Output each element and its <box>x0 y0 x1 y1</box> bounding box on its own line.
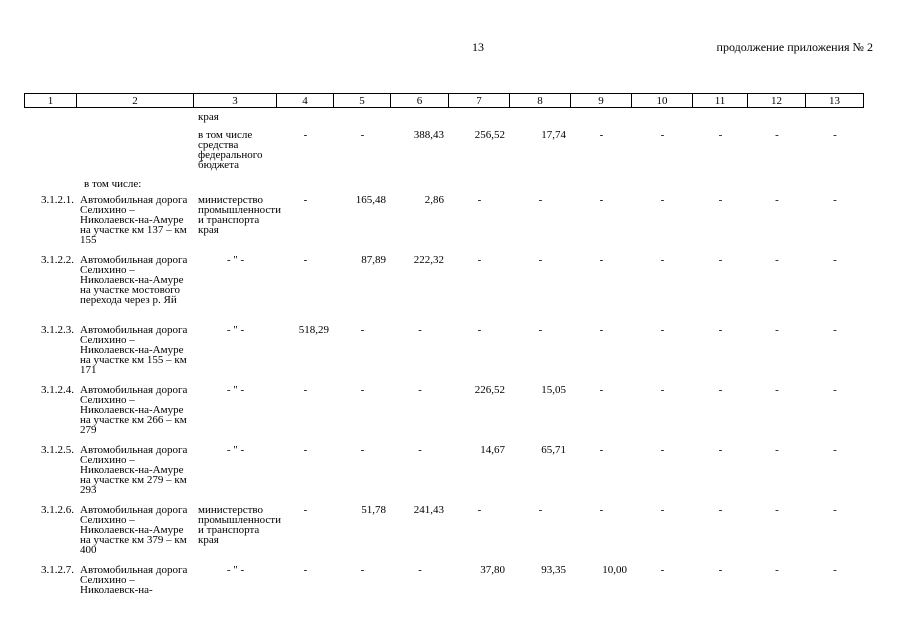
value-col-12: - <box>775 324 779 336</box>
value-col-9: 10,00 <box>602 564 627 576</box>
table-row <box>24 325 864 385</box>
value-col-12: - <box>775 129 779 141</box>
value-col-11: - <box>718 129 723 141</box>
value-col-6: - <box>418 384 422 396</box>
table-row <box>24 565 864 605</box>
value-col-6: - <box>418 564 422 576</box>
row-code: 3.1.2.7. <box>41 564 74 576</box>
value-col-7: 226,52 <box>474 384 505 396</box>
table-row <box>24 385 864 445</box>
value-col-8: - <box>538 254 543 266</box>
value-col-6: 388,43 <box>413 129 444 141</box>
value-col-12: - <box>775 194 779 206</box>
value-col-7: 256,52 <box>474 129 505 141</box>
table-row <box>24 255 864 325</box>
road-name: Автомобильная дорога Селихино – Николаевск-на-Амуре на участке км 155 – км 171 <box>80 324 188 376</box>
value-col-10: - <box>660 384 665 396</box>
value-col-5: - <box>360 129 365 141</box>
value-col-11: - <box>718 254 723 266</box>
road-name: Автомобильная дорога Селихино – Николаевск-на-Амуре на участке км 379 – км 400 <box>80 504 188 556</box>
value-col-10: - <box>660 194 665 206</box>
value-col-11: - <box>718 444 723 456</box>
table-row <box>24 195 864 255</box>
column-header-11: 11 <box>693 93 748 108</box>
value-col-13: - <box>833 129 837 141</box>
executor: - " - <box>226 324 245 336</box>
value-col-11: - <box>718 324 723 336</box>
value-col-9: - <box>599 444 604 456</box>
row-code: 3.1.2.2. <box>41 254 74 266</box>
executor: министерство промышленности и транспорта края <box>198 194 281 236</box>
row-code: 3.1.2.4. <box>41 384 74 396</box>
value-col-7: - <box>477 324 482 336</box>
value-col-5: 87,89 <box>361 254 386 266</box>
value-col-7: - <box>477 194 482 206</box>
value-col-13: - <box>833 504 837 516</box>
road-name: Автомобильная дорога Селихино – Николаевск-на-Амуре на участке мостового перехода через р. Яй <box>80 254 188 306</box>
column-header-10: 10 <box>632 93 693 108</box>
value-col-11: - <box>718 194 723 206</box>
table-row <box>24 505 864 565</box>
column-header-9: 9 <box>571 93 632 108</box>
column-header-4: 4 <box>277 93 334 108</box>
value-col-9: - <box>599 504 604 516</box>
value-col-5: - <box>360 564 365 576</box>
row-code: 3.1.2.3. <box>41 324 74 336</box>
table-body <box>24 112 864 605</box>
value-col-10: - <box>660 504 665 516</box>
value-col-6: 241,43 <box>413 504 444 516</box>
value-col-9: - <box>599 384 604 396</box>
row-code: 3.1.2.1. <box>41 194 74 206</box>
column-header-13: 13 <box>806 93 864 108</box>
value-col-11: - <box>718 564 723 576</box>
value-col-4: - <box>303 129 308 141</box>
value-col-10: - <box>660 444 665 456</box>
value-col-8: 65,71 <box>541 444 566 456</box>
value-col-7: 37,80 <box>480 564 505 576</box>
value-col-13: - <box>833 384 837 396</box>
value-col-13: - <box>833 444 837 456</box>
value-col-11: - <box>718 504 723 516</box>
value-col-4: - <box>303 254 308 266</box>
executor: - " - <box>226 444 245 456</box>
value-col-12: - <box>775 564 779 576</box>
table-row <box>24 445 864 505</box>
value-col-7: - <box>477 254 482 266</box>
table-row <box>24 112 864 130</box>
value-col-4: - <box>303 384 308 396</box>
value-col-12: - <box>775 504 779 516</box>
executor: - " - <box>226 254 245 266</box>
row-code: 3.1.2.6. <box>41 504 74 516</box>
column-header-5: 5 <box>334 93 391 108</box>
executor-fragment: края <box>198 111 219 123</box>
column-header-row <box>24 93 864 108</box>
value-col-13: - <box>833 254 837 266</box>
column-header-6: 6 <box>391 93 449 108</box>
subheading: в том числе: <box>84 178 142 190</box>
value-col-10: - <box>660 324 665 336</box>
value-col-8: - <box>538 504 543 516</box>
value-col-8: - <box>538 324 543 336</box>
value-col-4: - <box>303 194 308 206</box>
federal-budget-row <box>24 130 864 179</box>
value-col-5: - <box>360 444 365 456</box>
road-name: Автомобильная дорога Селихино – Николаевск-на- <box>80 564 188 596</box>
value-col-4: - <box>303 444 308 456</box>
value-col-11: - <box>718 384 723 396</box>
value-col-5: 165,48 <box>355 194 386 206</box>
federal-budget-label: в том числе средства федерального бюджета <box>198 129 263 171</box>
value-col-6: - <box>418 324 422 336</box>
column-header-8: 8 <box>510 93 571 108</box>
value-col-9: - <box>599 324 604 336</box>
value-col-6: 2,86 <box>424 194 444 206</box>
value-col-9: - <box>599 194 604 206</box>
executor: - " - <box>226 564 245 576</box>
road-name: Автомобильная дорога Селихино – Николаевск-на-Амуре на участке км 279 – км 293 <box>80 444 188 496</box>
road-name: Автомобильная дорога Селихино – Николаевск-на-Амуре на участке км 266 – км 279 <box>80 384 188 436</box>
executor: министерство промышленности и транспорта края <box>198 504 281 546</box>
value-col-9: - <box>599 254 604 266</box>
road-name: Автомобильная дорога Селихино – Николаевск-на-Амуре на участке км 137 – км 155 <box>80 194 188 246</box>
value-col-9: - <box>599 129 604 141</box>
value-col-4: - <box>303 564 308 576</box>
column-header-2: 2 <box>77 93 194 108</box>
value-col-13: - <box>833 324 837 336</box>
value-col-6: - <box>418 444 422 456</box>
value-col-7: - <box>477 504 482 516</box>
value-col-12: - <box>775 254 779 266</box>
row-code: 3.1.2.5. <box>41 444 74 456</box>
value-col-13: - <box>833 194 837 206</box>
value-col-10: - <box>660 129 665 141</box>
value-col-4: 518,29 <box>298 324 329 336</box>
value-col-8: 93,35 <box>541 564 566 576</box>
value-col-8: 15,05 <box>541 384 566 396</box>
value-col-12: - <box>775 444 779 456</box>
appendix-note: продолжение приложения № 2 <box>716 40 873 54</box>
value-col-10: - <box>660 254 665 266</box>
value-col-13: - <box>833 564 837 576</box>
page-number: 13 <box>472 40 484 54</box>
column-header-1: 1 <box>24 93 77 108</box>
column-header-3: 3 <box>194 93 277 108</box>
value-col-6: 222,32 <box>413 254 444 266</box>
executor: - " - <box>226 384 245 396</box>
value-col-5: - <box>360 384 365 396</box>
value-col-4: - <box>303 504 308 516</box>
column-header-12: 12 <box>748 93 806 108</box>
value-col-10: - <box>660 564 665 576</box>
value-col-12: - <box>775 384 779 396</box>
column-header-7: 7 <box>449 93 510 108</box>
value-col-8: 17,74 <box>541 129 566 141</box>
value-col-5: 51,78 <box>361 504 386 516</box>
value-col-8: - <box>538 194 543 206</box>
subheading-row <box>24 179 864 195</box>
value-col-5: - <box>360 324 365 336</box>
value-col-7: 14,67 <box>480 444 505 456</box>
